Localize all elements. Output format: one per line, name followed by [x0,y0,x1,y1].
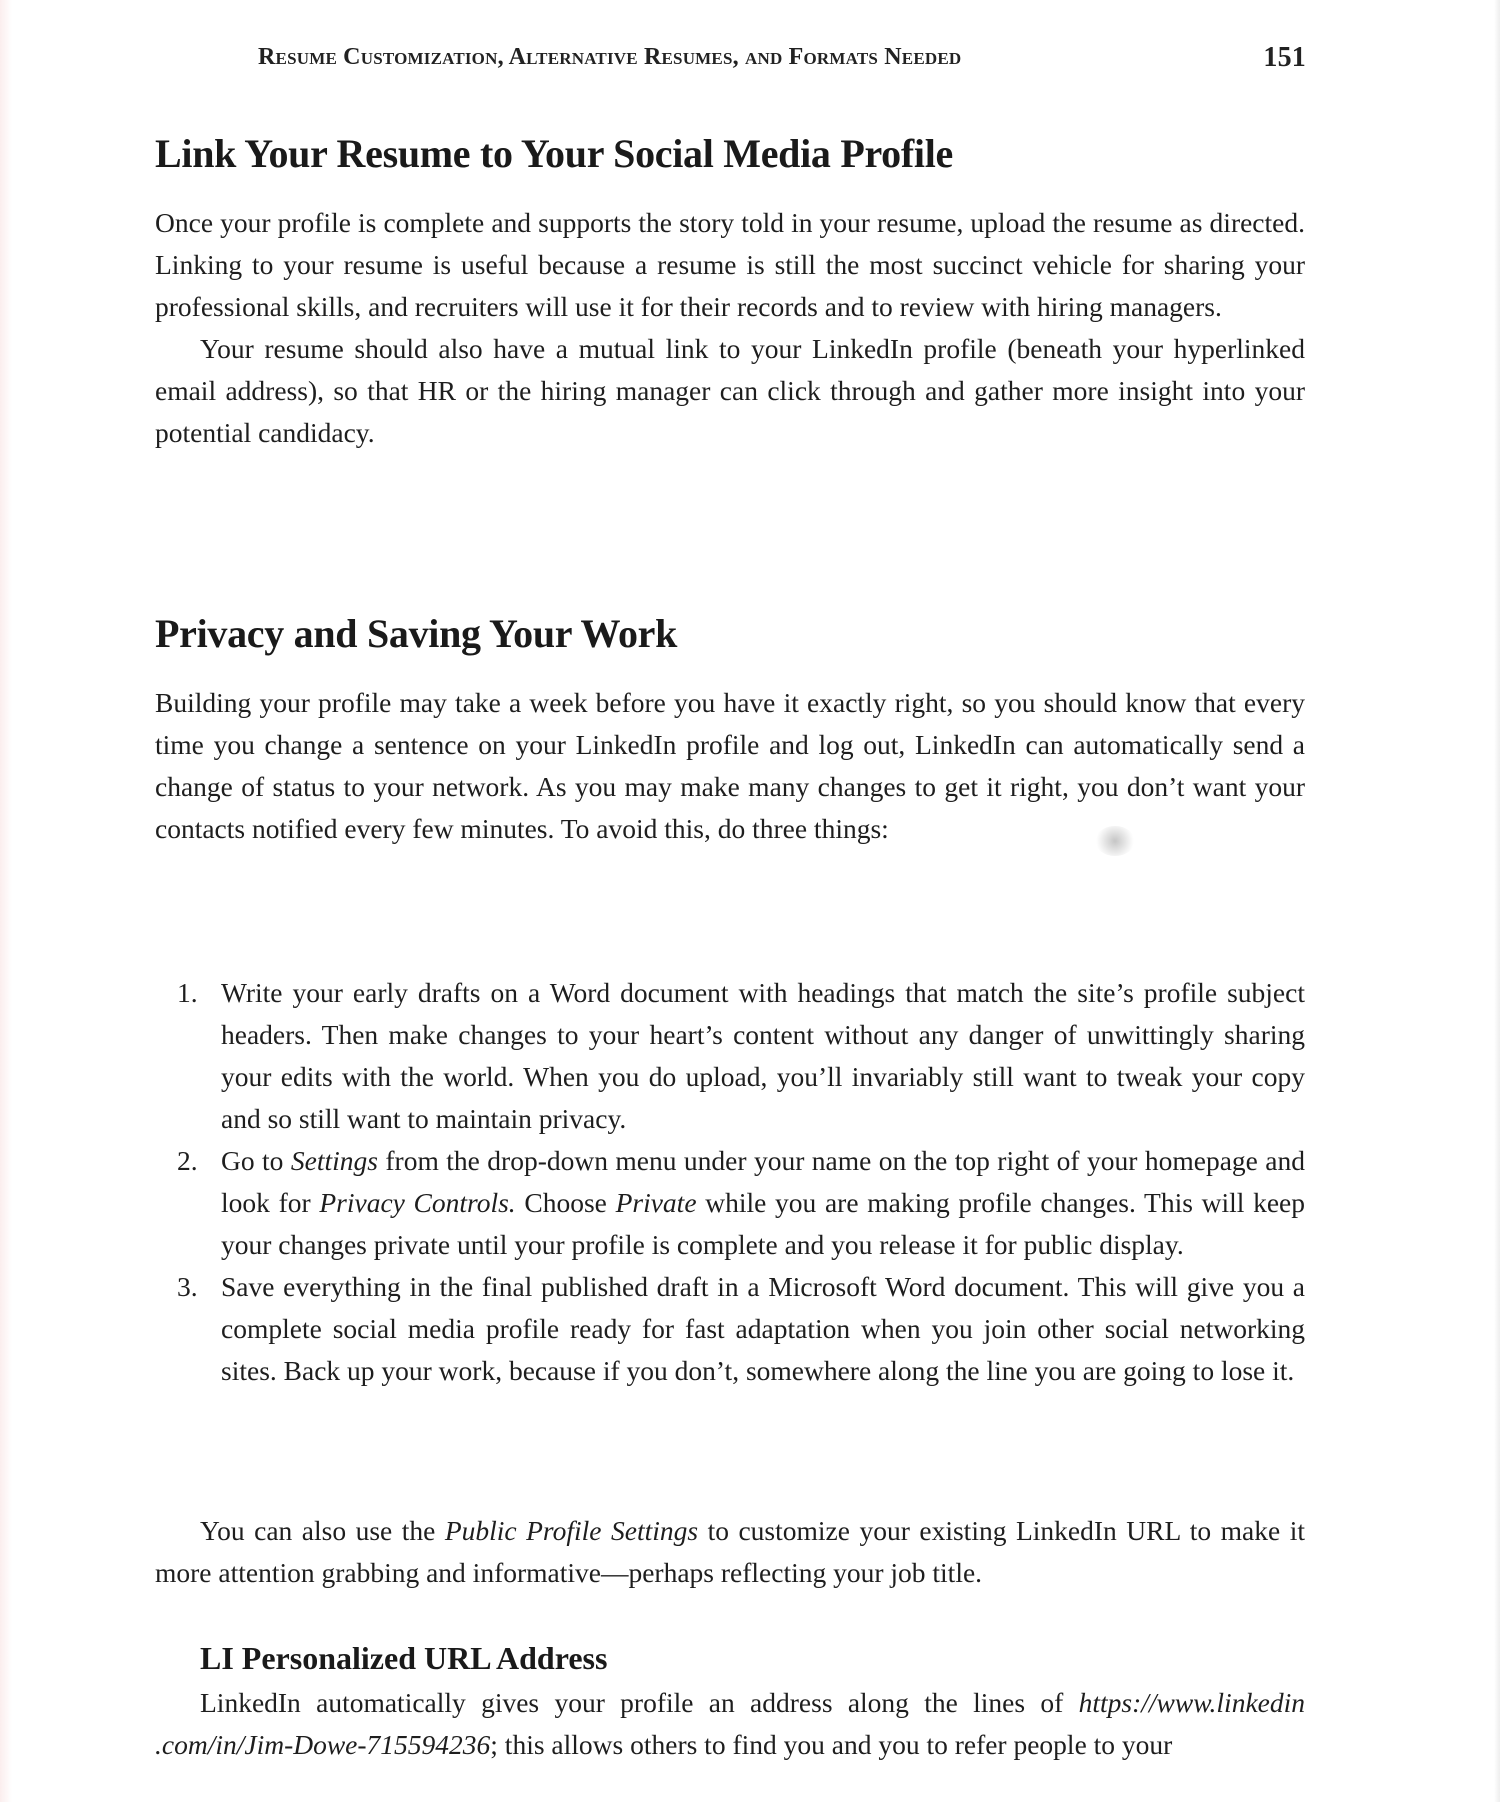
text-run: Go to [221,1145,291,1176]
list-item-text [221,1145,1305,1260]
paragraph: Building your profile may take a week before you have it exactly right, so you should know that every time you change a sentence on your LinkedIn profile and log out, LinkedIn can automatically send a change of status to your network. As you may make many changes to get it right, you don’t want your contacts notified every few minutes. To avoid this, do three things: [155,687,1305,844]
emphasis-public-profile-settings: Public Profile Settings [444,1515,699,1546]
list-item-text: Write your early drafts on a Word document with headings that match the site’s profile subject headers. Then make changes to your heart’s content without any danger of unwittingly sharing your edits with the world. When you do upload, you’ll invariably still want to tweak your copy and so still want to maintain privacy. [221,977,1305,1134]
text-run: LinkedIn automatically gives your profile an address along the lines of [200,1687,1079,1718]
running-header-title: Resume Customization, Alternative Resumes, and Formats Needed [258,44,962,70]
list-number: 2. [177,1145,198,1176]
steps-list-container [155,972,1305,1392]
list-item [155,972,1305,1140]
subsection-heading: LI Personalized URL Address [200,1640,608,1676]
paragraph: Your resume should also have a mutual link to your LinkedIn profile (beneath your hyperlinked email address), so that HR or the hiring manager can click through and gather more insight into your potential candidacy. [155,333,1305,448]
list-number: 3. [177,1271,198,1302]
paragraph: Once your profile is complete and supports the story told in your resume, upload the resume as directed. Linking to your resume is useful because a resume is still the most succinct vehicle for sharing your professional skills, and recruiters will use it for their records and to review with hiring managers. [155,207,1305,322]
scan-smudge [1095,826,1135,856]
section-personalized-url-body [155,1682,1305,1766]
text-run: Choose [515,1187,616,1218]
list-item [155,1140,1305,1266]
running-header [258,44,1306,78]
paragraph [155,1682,1305,1766]
text-run: ; this allows others to find you and you to refer people to your [490,1729,1173,1760]
text-run: while you are making profile changes. This will keep your changes private until your profile is complete and you release it for public display. [221,1187,1306,1260]
closing-paragraph-block [155,1510,1305,1594]
section-heading: Link Your Resume to Your Social Media Profile [155,131,953,176]
steps-list [155,972,1305,1392]
section-heading: Privacy and Saving Your Work [155,611,678,656]
list-item-text: Save everything in the final published draft in a Microsoft Word document. This will give you a complete social media profile ready for fast adaptation when you join other social networking sites. Back up your work, because if you don’t, somewhere along the line you are going to lose it. [221,1271,1305,1386]
list-number: 1. [177,977,198,1008]
section-link-resume-body [155,202,1305,454]
text-run: You can also use the [200,1515,445,1546]
emphasis-private: Private [615,1187,697,1218]
page-number: 151 [1263,42,1306,73]
list-item [155,1266,1305,1392]
paragraph [155,1510,1305,1594]
text-run: to customize your existing LinkedIn URL to make it more attention grabbing and informative—perhaps reflecting your job title. [155,1515,1305,1588]
page-edge-left [0,0,12,1802]
section-link-resume [155,130,1305,178]
example-url: https://www.linkedin .com/in/Jim-Dowe-715594236 [155,1687,1305,1760]
section-privacy [155,610,1305,658]
text-run: from the drop-down menu under your name on the top right of your homepage and look for [221,1145,1305,1218]
emphasis-settings: Settings [290,1145,378,1176]
emphasis-privacy-controls: Privacy Controls. [319,1187,516,1218]
section-privacy-intro [155,682,1305,850]
page-edge-right [1494,0,1500,1802]
section-personalized-url [155,1638,1305,1678]
